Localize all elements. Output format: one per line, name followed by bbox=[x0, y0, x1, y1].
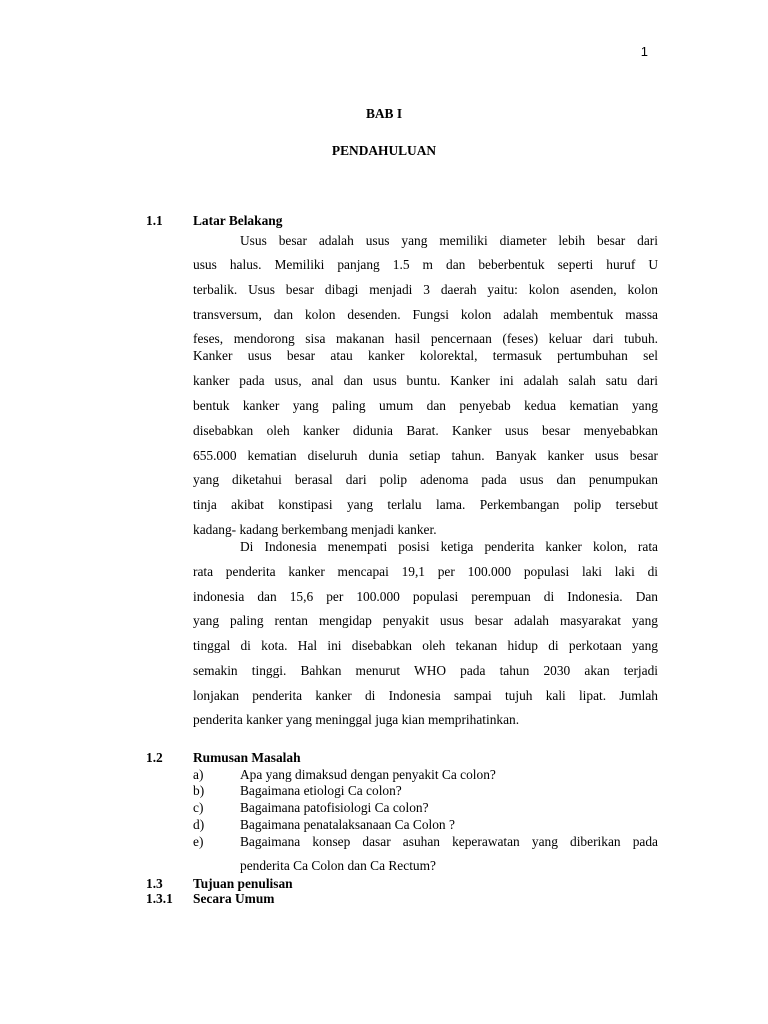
paragraph-line: indonesia dan 15,6 per 100.000 populasi perempuan di Indonesia. Dan bbox=[193, 589, 658, 604]
paragraph-line: 655.000 kematian diseluruh dunia setiap tahun. Banyak kanker usus besar bbox=[193, 448, 658, 463]
list-item: Bagaimana konsep dasar asuhan keperawatan yang diberikan pada bbox=[240, 834, 658, 849]
section-number: 1.3 bbox=[146, 876, 163, 891]
list-item: Apa yang dimaksud dengan penyakit Ca colon? bbox=[240, 767, 496, 782]
section-number: 1.2 bbox=[146, 750, 163, 765]
paragraph-line: semakin tinggi. Bahkan menurut WHO pada tahun 2030 akan terjadi bbox=[193, 663, 658, 678]
paragraph-line: Kanker usus besar atau kanker kolorektal, termasuk pertumbuhan sel bbox=[193, 348, 658, 363]
section-heading: Rumusan Masalah bbox=[193, 750, 301, 765]
subsection-heading: Secara Umum bbox=[193, 891, 275, 906]
paragraph-line: usus halus. Memiliki panjang 1.5 m dan beberbentuk seperti huruf U bbox=[193, 257, 658, 272]
chapter-label: BAB I bbox=[365, 106, 403, 121]
section-number: 1.1 bbox=[146, 213, 163, 228]
list-item: Bagaimana patofisiologi Ca colon? bbox=[240, 800, 429, 815]
paragraph-line: disebabkan oleh kanker didunia Barat. Kanker usus besar menyebabkan bbox=[193, 423, 658, 438]
page-number: 1 bbox=[640, 44, 648, 59]
list-label: d) bbox=[193, 817, 205, 832]
section-heading: Tujuan penulisan bbox=[193, 876, 293, 891]
list-item-continuation: penderita Ca Colon dan Ca Rectum? bbox=[240, 858, 436, 873]
paragraph-line: Di Indonesia menempati posisi ketiga penderita kanker kolon, rata bbox=[240, 539, 658, 554]
section-heading: Latar Belakang bbox=[193, 213, 283, 228]
list-label: c) bbox=[193, 800, 204, 815]
paragraph-line: Usus besar adalah usus yang memiliki diameter lebih besar dari bbox=[240, 233, 658, 248]
list-label: a) bbox=[193, 767, 204, 782]
list-label: e) bbox=[193, 834, 204, 849]
paragraph-line: rata penderita kanker mencapai 19,1 per 100.000 populasi laki laki di bbox=[193, 564, 658, 579]
subsection-number: 1.3.1 bbox=[146, 891, 173, 906]
paragraph-line: penderita kanker yang meninggal juga kian memprihatinkan. bbox=[193, 712, 520, 727]
paragraph-line: tinggal di kota. Hal ini disebabkan oleh tekanan hidup di perkotaan yang bbox=[193, 638, 658, 653]
paragraph-line: feses, mendorong sisa makanan hasil pencernaan (feses) keluar dari tubuh. bbox=[193, 331, 658, 346]
list-item: Bagaimana penatalaksanaan Ca Colon ? bbox=[240, 817, 455, 832]
paragraph-line: bentuk kanker yang paling umum dan penyebab kedua kematian yang bbox=[193, 398, 658, 413]
paragraph-line: kanker pada usus, anal dan usus buntu. Kanker ini adalah salah satu dari bbox=[193, 373, 658, 388]
paragraph-line: kadang- kadang berkembang menjadi kanker. bbox=[193, 522, 437, 537]
paragraph-line: yang paling rentan mengidap penyakit usus besar adalah masyarakat yang bbox=[193, 613, 658, 628]
paragraph-line: transversum, dan kolon desenden. Fungsi kolon adalah membentuk massa bbox=[193, 307, 658, 322]
chapter-title: PENDAHULUAN bbox=[331, 143, 437, 158]
paragraph-line: terbalik. Usus besar dibagi menjadi 3 daerah yaitu: kolon asenden, kolon bbox=[193, 282, 658, 297]
paragraph-line: lonjakan penderita kanker di Indonesia sampai tujuh kali lipat. Jumlah bbox=[193, 688, 658, 703]
list-item: Bagaimana etiologi Ca colon? bbox=[240, 783, 402, 798]
paragraph-line: tinja akibat konstipasi yang terlalu lama. Perkembangan polip tersebut bbox=[193, 497, 658, 512]
list-label: b) bbox=[193, 783, 205, 798]
paragraph-line: yang diketahui berasal dari polip adenoma pada usus dan penumpukan bbox=[193, 472, 658, 487]
